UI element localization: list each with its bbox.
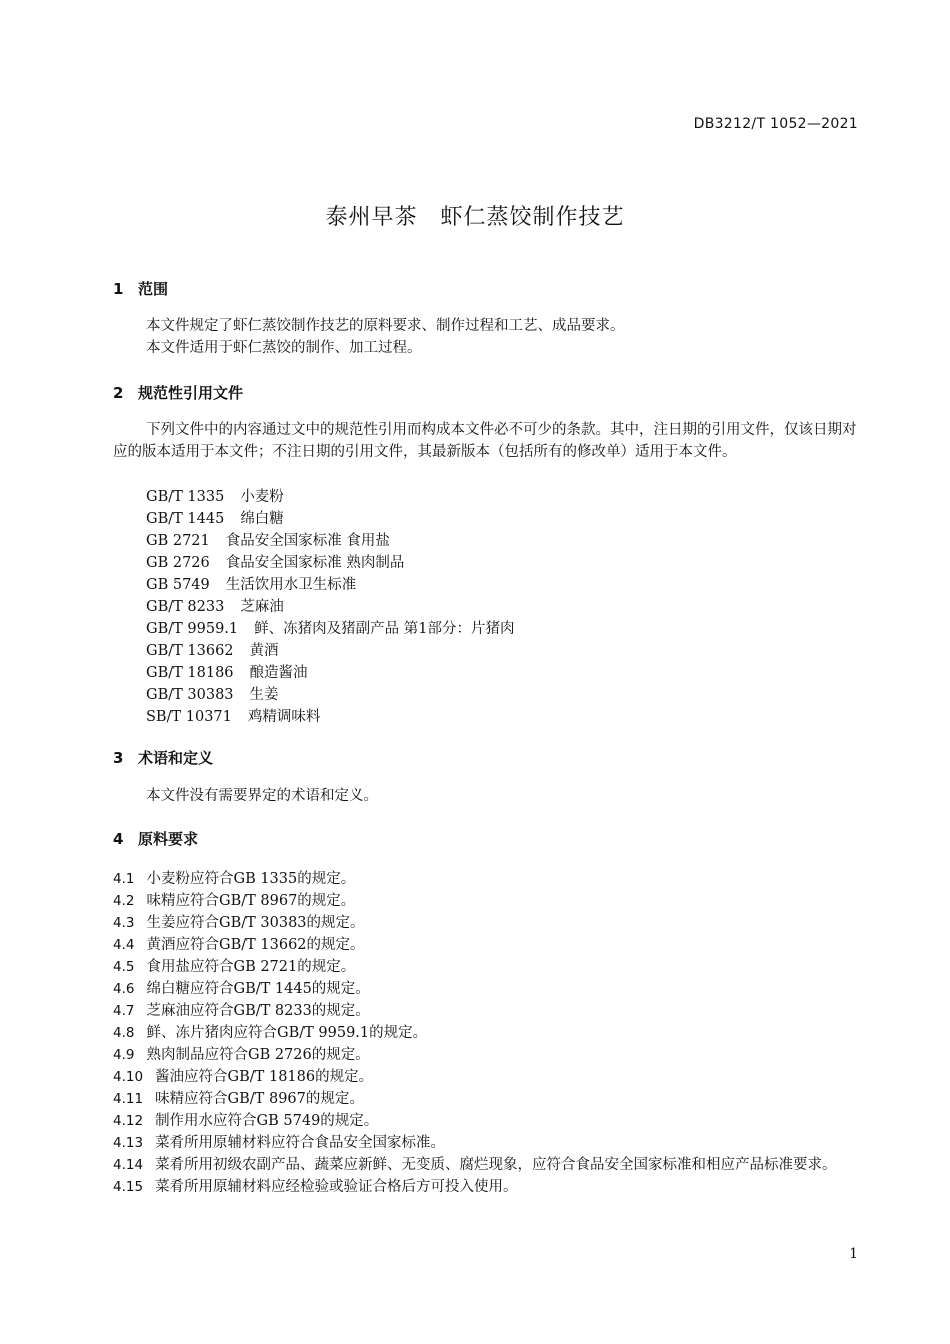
requirement-item: 4.7 芝麻油应符合GB/T 8233的规定。 bbox=[113, 1003, 370, 1019]
requirement-item: 4.3 生姜应符合GB/T 30383的规定。 bbox=[113, 915, 365, 931]
section-title: 术语和定义 bbox=[138, 749, 214, 767]
reference-item: GB/T 1335 小麦粉 bbox=[146, 489, 284, 505]
reference-item: SB/T 10371 鸡精调味料 bbox=[146, 709, 321, 725]
section-title: 原料要求 bbox=[138, 830, 199, 848]
document-title: 泰州早茶 虾仁蒸饺制作技艺 bbox=[325, 205, 625, 230]
requirement-item: 4.9 熟肉制品应符合GB 2726的规定。 bbox=[113, 1047, 370, 1063]
reference-item: GB/T 13662 黄酒 bbox=[146, 643, 279, 659]
requirement-item: 4.11 味精应符合GB/T 8967的规定。 bbox=[113, 1091, 364, 1107]
document-code: DB3212/T 1052—2021 bbox=[693, 116, 858, 132]
requirement-item: 4.5 食用盐应符合GB 2721的规定。 bbox=[113, 959, 356, 975]
reference-item: GB 5749 生活饮用水卫生标准 bbox=[146, 577, 357, 593]
section-number: 4 bbox=[113, 830, 124, 848]
reference-item: GB 2726 食品安全国家标准 熟肉制品 bbox=[146, 555, 405, 571]
section-heading-terms bbox=[113, 747, 213, 768]
requirement-item: 4.14 菜肴所用初级农副产品、蔬菜应新鲜、无变质、腐烂现象，应符合食品安全国家标准和相应产品标准要求。 bbox=[113, 1157, 837, 1173]
terms-paragraph-block bbox=[113, 786, 861, 808]
reference-item: GB/T 1445 绵白糖 bbox=[146, 511, 284, 527]
requirement-item: 4.1 小麦粉应符合GB 1335的规定。 bbox=[113, 871, 356, 887]
section-title: 范围 bbox=[138, 280, 169, 298]
section-number: 3 bbox=[113, 749, 124, 767]
raw-material-requirements bbox=[113, 868, 861, 1198]
requirement-item: 4.12 制作用水应符合GB 5749的规定。 bbox=[113, 1113, 379, 1129]
section-number: 1 bbox=[113, 280, 124, 298]
reference-item: GB/T 18186 酿造酱油 bbox=[146, 665, 308, 681]
reference-item: GB/T 9959.1 鲜、冻猪肉及猪副产品 第1部分：片猪肉 bbox=[146, 621, 515, 637]
requirement-item: 4.4 黄酒应符合GB/T 13662的规定。 bbox=[113, 937, 365, 953]
scope-paragraphs bbox=[113, 316, 861, 359]
section-title: 规范性引用文件 bbox=[138, 384, 244, 402]
requirement-item: 4.10 酱油应符合GB/T 18186的规定。 bbox=[113, 1069, 374, 1085]
section-number: 2 bbox=[113, 384, 124, 402]
section-heading-raw-materials bbox=[113, 828, 198, 849]
terms-paragraph: 本文件没有需要界定的术语和定义。 bbox=[146, 788, 378, 804]
section-heading-scope bbox=[113, 278, 168, 299]
section-heading-normative-references bbox=[113, 382, 243, 403]
reference-item: GB 2721 食品安全国家标准 食用盐 bbox=[146, 533, 390, 549]
scope-paragraph: 本文件适用于虾仁蒸饺的制作、加工过程。 bbox=[146, 339, 422, 356]
references-intro-text: 下列文件中的内容通过文中的规范性引用而构成本文件必不可少的条款。其中，注日期的引用文件，仅该日期对应的版本适用于本文件；不注日期的引用文件，其最新版本（包括所有的修改单）适用于本文件。 bbox=[113, 422, 857, 460]
requirement-item: 4.13 菜肴所用原辅材料应符合食品安全国家标准。 bbox=[113, 1135, 446, 1151]
requirement-item: 4.2 味精应符合GB/T 8967的规定。 bbox=[113, 893, 356, 909]
reference-item: GB/T 30383 生姜 bbox=[146, 687, 279, 703]
reference-list bbox=[146, 486, 514, 728]
page-number: 1 bbox=[849, 1246, 858, 1262]
requirement-item: 4.6 绵白糖应符合GB/T 1445的规定。 bbox=[113, 981, 370, 997]
requirement-item: 4.15 菜肴所用原辅材料应经检验或验证合格后方可投入使用。 bbox=[113, 1179, 518, 1195]
reference-item: GB/T 8233 芝麻油 bbox=[146, 599, 284, 615]
references-intro bbox=[113, 420, 861, 463]
requirement-item: 4.8 鲜、冻片猪肉应符合GB/T 9959.1的规定。 bbox=[113, 1025, 428, 1041]
scope-paragraph: 本文件规定了虾仁蒸饺制作技艺的原料要求、制作过程和工艺、成品要求。 bbox=[146, 318, 625, 334]
